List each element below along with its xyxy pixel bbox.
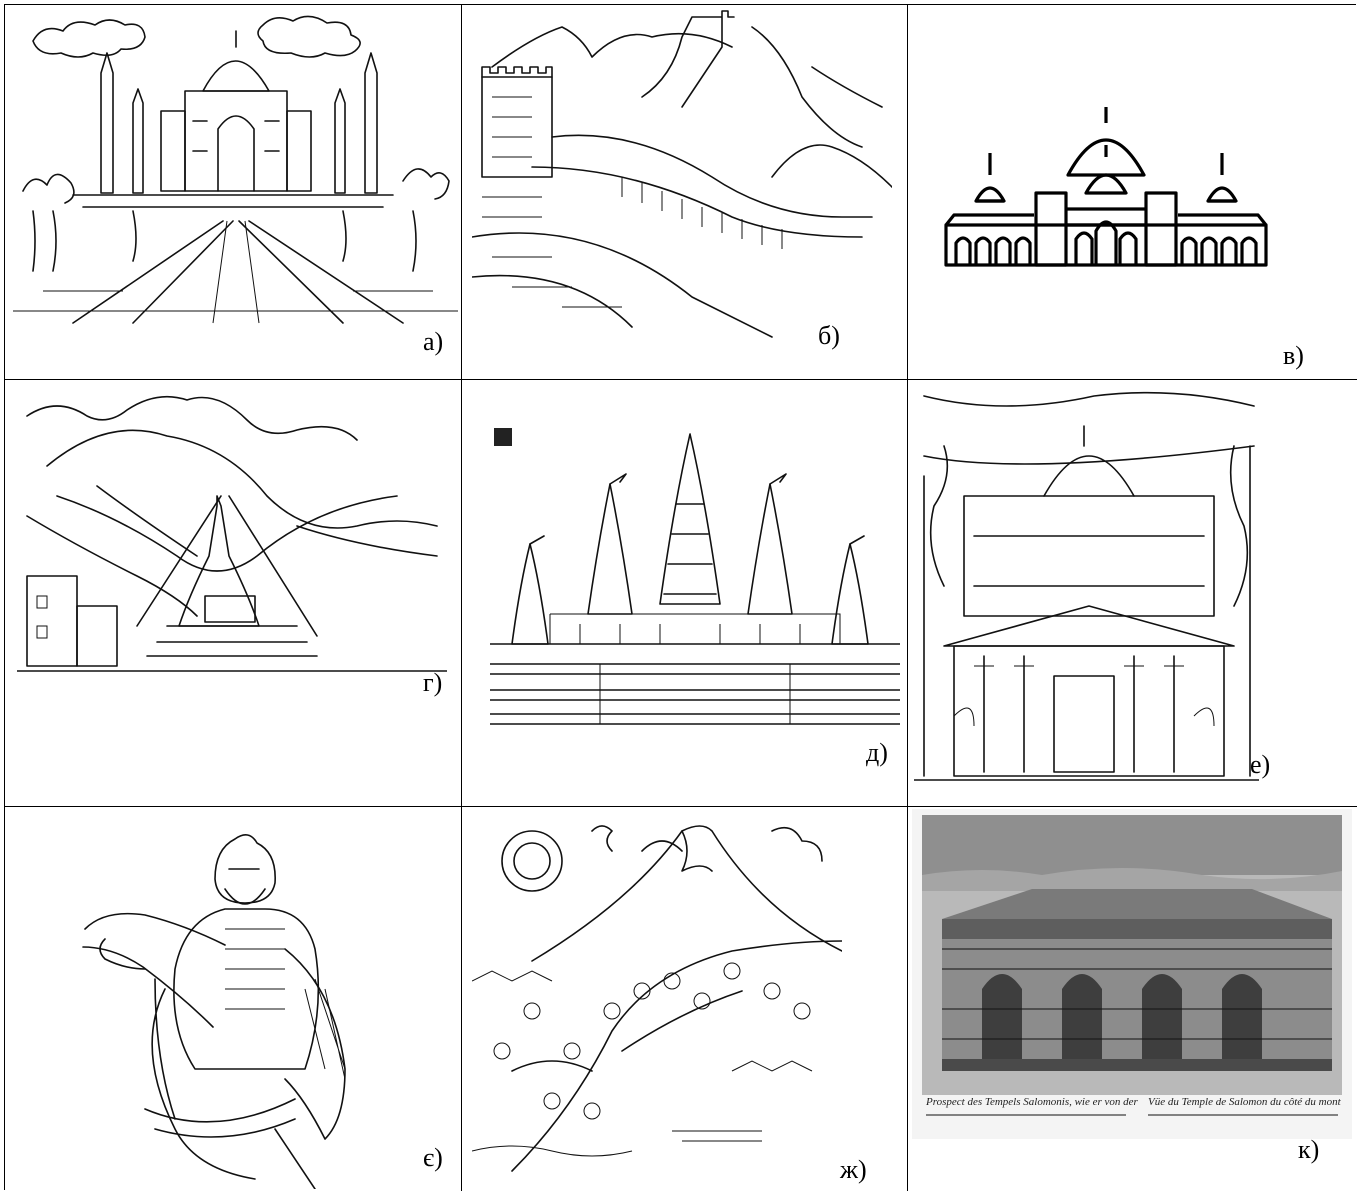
taj-mahal-drawing bbox=[13, 11, 458, 331]
petra-treasury-drawing bbox=[914, 386, 1259, 786]
cell-b bbox=[462, 5, 908, 380]
label-b: б) bbox=[818, 321, 840, 350]
cell-g bbox=[5, 380, 462, 807]
label-g: г) bbox=[423, 668, 443, 697]
temple-of-solomon-engraving bbox=[912, 809, 1352, 1139]
label-ye: є) bbox=[423, 1143, 443, 1172]
label-a: а) bbox=[423, 327, 444, 356]
mount-fuji-sakura-drawing bbox=[472, 811, 842, 1186]
cell-zh bbox=[462, 807, 908, 1191]
great-wall-drawing bbox=[472, 7, 892, 350]
image-grid bbox=[4, 4, 1356, 1190]
cell-v bbox=[908, 5, 1357, 380]
label-d: д) bbox=[866, 738, 888, 767]
cell-ye bbox=[5, 807, 462, 1191]
label-v: в) bbox=[1283, 341, 1304, 370]
engraving-caption-right: Vüe du Temple de Salomon du côté du mont bbox=[1148, 1096, 1341, 1108]
cell-a bbox=[5, 5, 462, 380]
cell-d bbox=[462, 380, 908, 807]
label-k: к) bbox=[1298, 1135, 1320, 1164]
cell-k bbox=[908, 807, 1357, 1191]
mongol-horseman-drawing bbox=[75, 829, 405, 1189]
cell-e bbox=[908, 380, 1357, 807]
stupa-mountains-drawing bbox=[17, 386, 447, 676]
mosque-outline-drawing bbox=[936, 105, 1276, 275]
label-zh: ж) bbox=[840, 1155, 867, 1184]
engraving-caption-left: Prospect des Tempels Salomonis, wie er von der bbox=[926, 1096, 1138, 1108]
angkor-wat-drawing bbox=[490, 424, 900, 754]
label-e: е) bbox=[1250, 750, 1271, 779]
